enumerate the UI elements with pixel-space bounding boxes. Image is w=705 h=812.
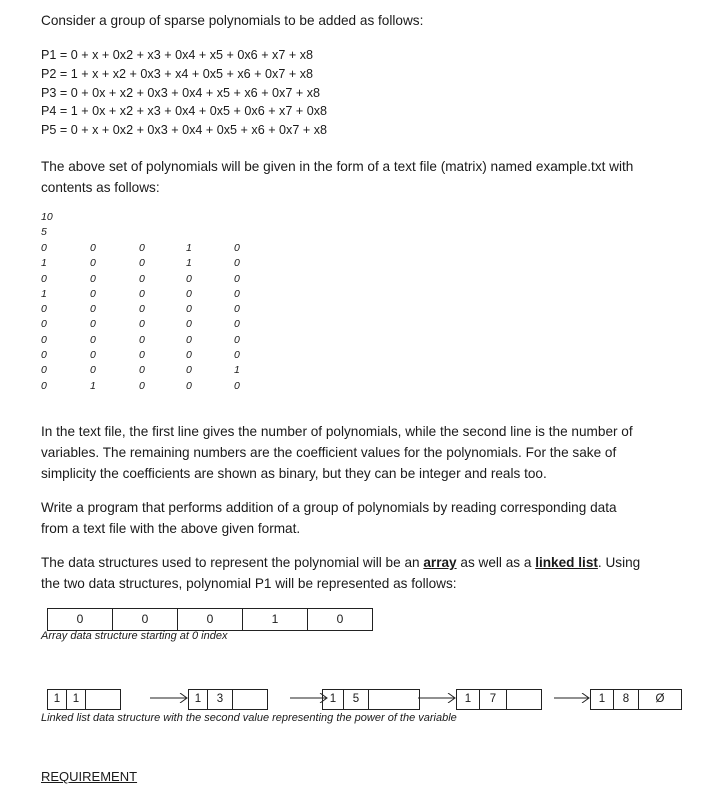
matrix-cell: 0 xyxy=(234,333,240,346)
node-power: 8 xyxy=(614,690,639,709)
matrix-cell: 0 xyxy=(90,242,96,254)
matrix-column xyxy=(139,241,155,394)
matrix-cell: 1 xyxy=(41,257,47,270)
linked-list-term: linked list xyxy=(535,555,598,570)
array-caption: Array data structure starting at 0 index xyxy=(41,630,228,642)
null-pointer: Ø xyxy=(655,693,665,705)
node-next-pointer xyxy=(86,690,120,709)
matrix-cell: 1 xyxy=(186,242,192,254)
matrix-column xyxy=(90,241,106,394)
matrix-cell: 0 xyxy=(90,257,96,270)
matrix-cell: 0 xyxy=(41,272,47,285)
matrix-column xyxy=(234,241,250,394)
matrix-cell: 0 xyxy=(234,349,240,362)
program-line-2: from a text file with the above given format. xyxy=(41,521,301,536)
matrix-column xyxy=(41,241,57,394)
matrix-cell: 0 xyxy=(41,379,47,392)
matrix-cell: 1 xyxy=(186,257,192,270)
requirement-heading: REQUIREMENT xyxy=(41,769,138,784)
ds-paragraph xyxy=(41,552,681,594)
matrix-cell: 0 xyxy=(41,318,47,331)
node-coef: 1 xyxy=(48,690,67,709)
polynomial-p5: P5 = 0 + x + 0x2 + 0x3 + 0x4 + 0x5 + x6 + 0x7 + x8 xyxy=(41,123,328,137)
arrow-right-icon xyxy=(554,693,590,703)
linked-list-caption: Linked list data structure with the second value representing the power of the variable xyxy=(41,712,457,724)
ds-line-1: The data structures used to represent the polynomial will be an array as well as a linked list. Using xyxy=(41,555,641,570)
matrix-cell: 0 xyxy=(41,333,47,346)
program-paragraph xyxy=(41,497,681,539)
linked-list-node xyxy=(47,689,121,710)
matrix-cell: 0 xyxy=(90,364,96,377)
node-coef: 1 xyxy=(189,690,208,709)
polynomial-p1: P1 = 0 + x + 0x2 + x3 + 0x4 + x5 + 0x6 + x7 + x8 xyxy=(41,48,313,62)
matrix-cell: 0 xyxy=(139,257,145,270)
explain-line-2: variables. The remaining numbers are the coefficient values for the polynomials. For the sake of xyxy=(41,445,617,460)
textfile-line-2: contents as follows: xyxy=(41,180,160,195)
matrix-cell: 0 xyxy=(139,303,145,316)
matrix-header-variables: 5 xyxy=(41,226,47,238)
matrix-cell: 0 xyxy=(234,287,240,300)
ds-line-2: the two data structures, polynomial P1 will be represented as follows: xyxy=(41,576,457,591)
matrix-cell: 1 xyxy=(90,379,96,392)
array-cell: 0 xyxy=(113,609,178,630)
explain-line-3: simplicity the coefficients are shown as binary, but they can be integer and reals too. xyxy=(41,466,547,481)
node-next-pointer xyxy=(233,690,267,709)
array-cell: 1 xyxy=(243,609,308,630)
linked-list-node xyxy=(590,689,682,710)
matrix-cell: 0 xyxy=(234,242,240,254)
matrix-cell: 0 xyxy=(90,272,96,285)
matrix-cell: 0 xyxy=(186,287,192,300)
matrix-cell: 1 xyxy=(234,364,240,377)
matrix-cell: 0 xyxy=(234,379,240,392)
matrix-cell: 0 xyxy=(90,303,96,316)
polynomial-p3: P3 = 0 + 0x + x2 + 0x3 + 0x4 + x5 + x6 + 0x7 + x8 xyxy=(41,86,320,100)
matrix-cell: 0 xyxy=(186,303,192,316)
matrix-cell: 0 xyxy=(41,303,47,316)
array-diagram xyxy=(47,608,373,631)
array-term: array xyxy=(423,555,457,570)
node-coef: 1 xyxy=(591,690,614,709)
matrix-cell: 0 xyxy=(186,333,192,346)
linked-list-node xyxy=(188,689,268,710)
matrix-cell: 1 xyxy=(41,287,47,300)
node-coef: 1 xyxy=(323,690,344,709)
matrix-cell: 0 xyxy=(186,349,192,362)
matrix-cell: 0 xyxy=(90,333,96,346)
linked-list-node xyxy=(322,689,420,710)
linked-list-node xyxy=(456,689,542,710)
matrix-cell: 0 xyxy=(139,242,145,254)
node-next-pointer xyxy=(507,690,541,709)
array-cell: 0 xyxy=(48,609,113,630)
matrix-cell: 0 xyxy=(41,242,47,254)
matrix-cell: 0 xyxy=(186,272,192,285)
array-cell: 0 xyxy=(178,609,243,630)
matrix-cell: 0 xyxy=(186,379,192,392)
matrix-cell: 0 xyxy=(41,364,47,377)
program-line-1: Write a program that performs addition of a group of polynomials by reading corresponding data xyxy=(41,500,617,515)
node-power: 3 xyxy=(208,690,233,709)
arrow-right-icon xyxy=(418,693,456,703)
matrix-cell: 0 xyxy=(90,287,96,300)
node-coef: 1 xyxy=(457,690,480,709)
matrix-cell: 0 xyxy=(234,303,240,316)
intro-text: Consider a group of sparse polynomials to be added as follows: xyxy=(41,13,424,28)
node-next-pointer xyxy=(369,690,419,709)
matrix-cell: 0 xyxy=(90,349,96,362)
matrix-header-polynomials: 10 xyxy=(41,211,53,223)
matrix-cell: 0 xyxy=(139,333,145,346)
textfile-paragraph xyxy=(41,156,681,198)
matrix-cell: 0 xyxy=(234,318,240,331)
matrix-cell: 0 xyxy=(139,349,145,362)
explain-paragraph xyxy=(41,421,681,484)
matrix-cell: 0 xyxy=(139,364,145,377)
array-cell: 0 xyxy=(336,612,344,626)
matrix-cell: 0 xyxy=(41,349,47,362)
polynomial-p2: P2 = 1 + x + x2 + 0x3 + x4 + 0x5 + x6 + 0x7 + x8 xyxy=(41,67,313,81)
matrix-column xyxy=(186,241,202,394)
arrow-right-icon xyxy=(150,693,188,703)
explain-line-1: In the text file, the first line gives the number of polynomials, while the second line is the number of xyxy=(41,424,633,439)
textfile-line-1: The above set of polynomials will be given in the form of a text file (matrix) named example.txt with xyxy=(41,159,634,174)
matrix-cell: 0 xyxy=(234,272,240,285)
matrix-cell: 0 xyxy=(139,272,145,285)
matrix-cell: 0 xyxy=(139,287,145,300)
node-power: 5 xyxy=(344,690,369,709)
node-power: 7 xyxy=(480,690,507,709)
node-power: 1 xyxy=(67,690,86,709)
matrix-cell: 0 xyxy=(186,364,192,377)
matrix-cell: 0 xyxy=(139,379,145,392)
matrix-body xyxy=(0,241,300,401)
matrix-cell: 0 xyxy=(90,318,96,331)
matrix-cell: 0 xyxy=(139,318,145,331)
matrix-cell: 0 xyxy=(234,257,240,270)
matrix-cell: 0 xyxy=(186,318,192,331)
polynomial-p4: P4 = 1 + 0x + x2 + x3 + 0x4 + 0x5 + 0x6 + x7 + 0x8 xyxy=(41,104,328,118)
